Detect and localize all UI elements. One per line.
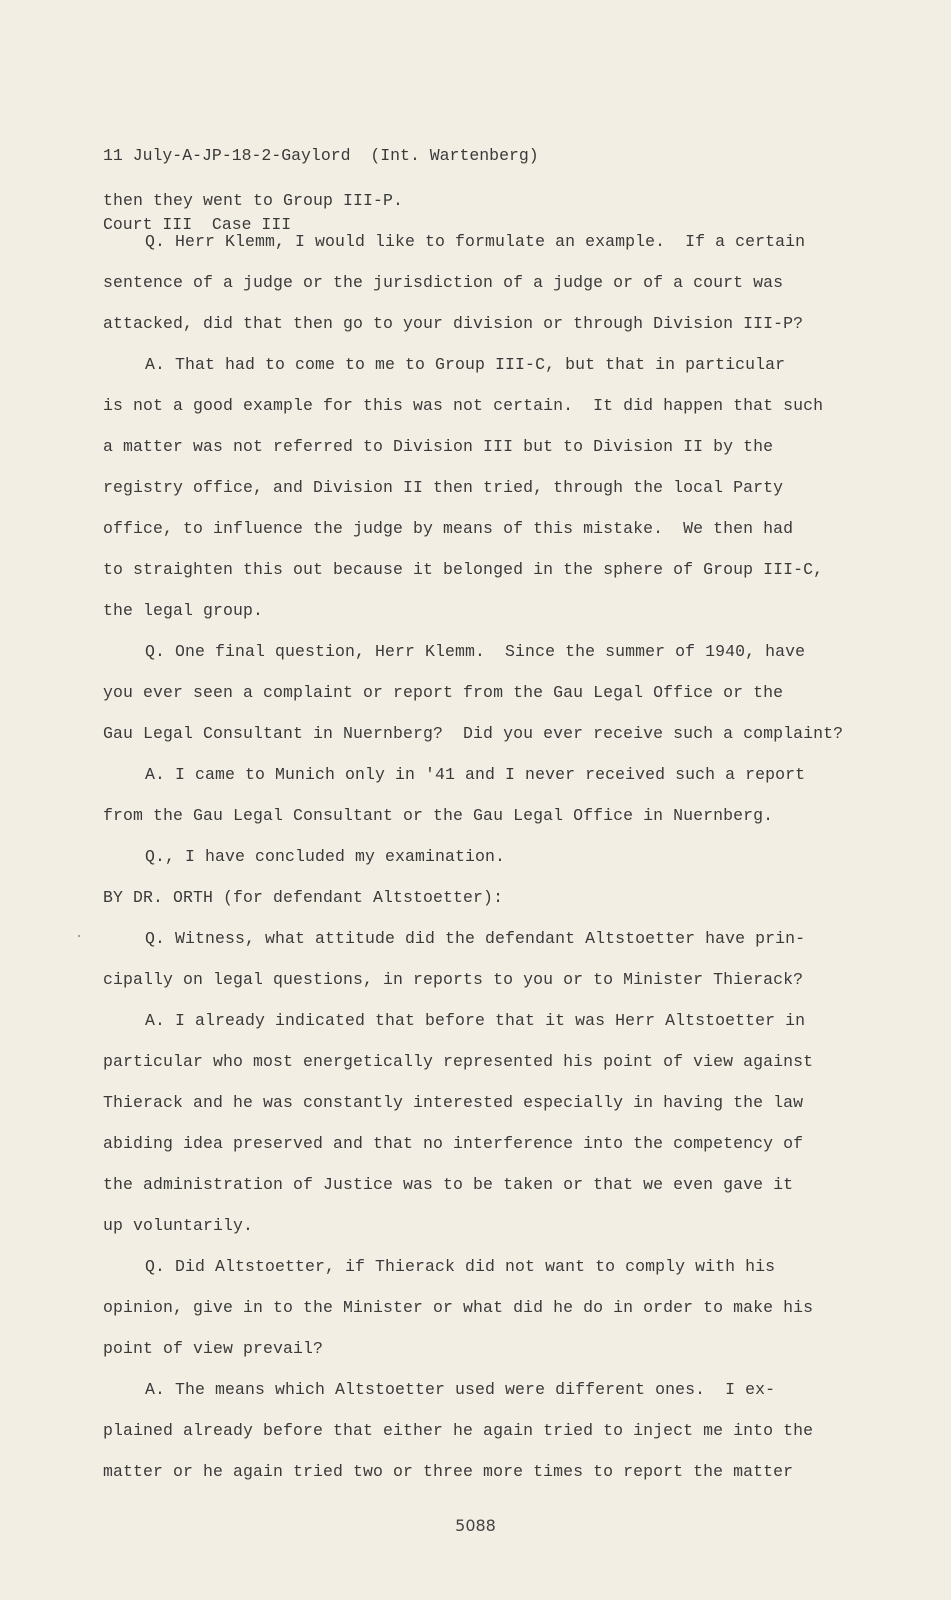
text-line: A. The means which Altstoetter used were different ones. I ex- — [145, 1380, 776, 1399]
transcript-body — [103, 180, 863, 1492]
text-line: Q. Did Altstoetter, if Thierack did not want to comply with his — [145, 1257, 776, 1276]
text-line: you ever seen a complaint or report from the Gau Legal Office or the — [103, 683, 784, 702]
text-line: Q., I have concluded my examination. — [145, 847, 506, 866]
text-line: Q. Witness, what attitude did the defendant Altstoetter have prin- — [145, 929, 806, 948]
header-line-1: 11 July-A-JP-18-2-Gaylord (Int. Wartenberg) — [103, 146, 539, 165]
text-line: cipally on legal questions, in reports to you or to Minister Thierack? — [103, 970, 804, 989]
text-line: registry office, and Division II then tried, through the local Party — [103, 478, 784, 497]
text-line: BY DR. ORTH (for defendant Altstoetter): — [103, 888, 504, 907]
text-line: Q. One final question, Herr Klemm. Since the summer of 1940, have — [145, 642, 806, 661]
text-line: abiding idea preserved and that no interference into the competency of — [103, 1134, 804, 1153]
text-line: Gau Legal Consultant in Nuernberg? Did you ever receive such a complaint? — [103, 724, 844, 743]
text-line: sentence of a judge or the jurisdiction of a judge or of a court was — [103, 273, 784, 292]
header-line-2: Court III Case III — [103, 215, 292, 234]
text-line: then they went to Group III-P. — [103, 191, 404, 210]
text-line: up voluntarily. — [103, 1216, 254, 1235]
text-line: office, to influence the judge by means of this mistake. We then had — [103, 519, 794, 538]
text-line: A. I already indicated that before that it was Herr Altstoetter in — [145, 1011, 806, 1030]
text-line: point of view prevail? — [103, 1339, 324, 1358]
text-line: opinion, give in to the Minister or what did he do in order to make his — [103, 1298, 814, 1317]
text-line: a matter was not referred to Division III but to Division II by the — [103, 437, 774, 456]
text-line: attacked, did that then go to your division or through Division III-P? — [103, 314, 804, 333]
text-line: the administration of Justice was to be taken or that we even gave it — [103, 1175, 794, 1194]
page-number: 5088 — [455, 1516, 496, 1535]
text-line: Thierack and he was constantly interested especially in having the law — [103, 1093, 804, 1112]
text-line: plained already before that either he again tried to inject me into the — [103, 1421, 814, 1440]
text-line: matter or he again tried two or three more times to report the matter — [103, 1462, 794, 1481]
text-line: A. That had to come to me to Group III-C, but that in particular — [145, 355, 786, 374]
text-line: from the Gau Legal Consultant or the Gau Legal Office in Nuernberg. — [103, 806, 774, 825]
text-line: the legal group. — [103, 601, 264, 620]
text-line: to straighten this out because it belonged in the sphere of Group III-C, — [103, 560, 824, 579]
text-line: Q. Herr Klemm, I would like to formulate an example. If a certain — [145, 232, 806, 251]
text-line: particular who most energetically represented his point of view against — [103, 1052, 814, 1071]
paper-speck — [78, 935, 80, 937]
text-line: is not a good example for this was not certain. It did happen that such — [103, 396, 824, 415]
text-line: A. I came to Munich only in '41 and I never received such a report — [145, 765, 806, 784]
